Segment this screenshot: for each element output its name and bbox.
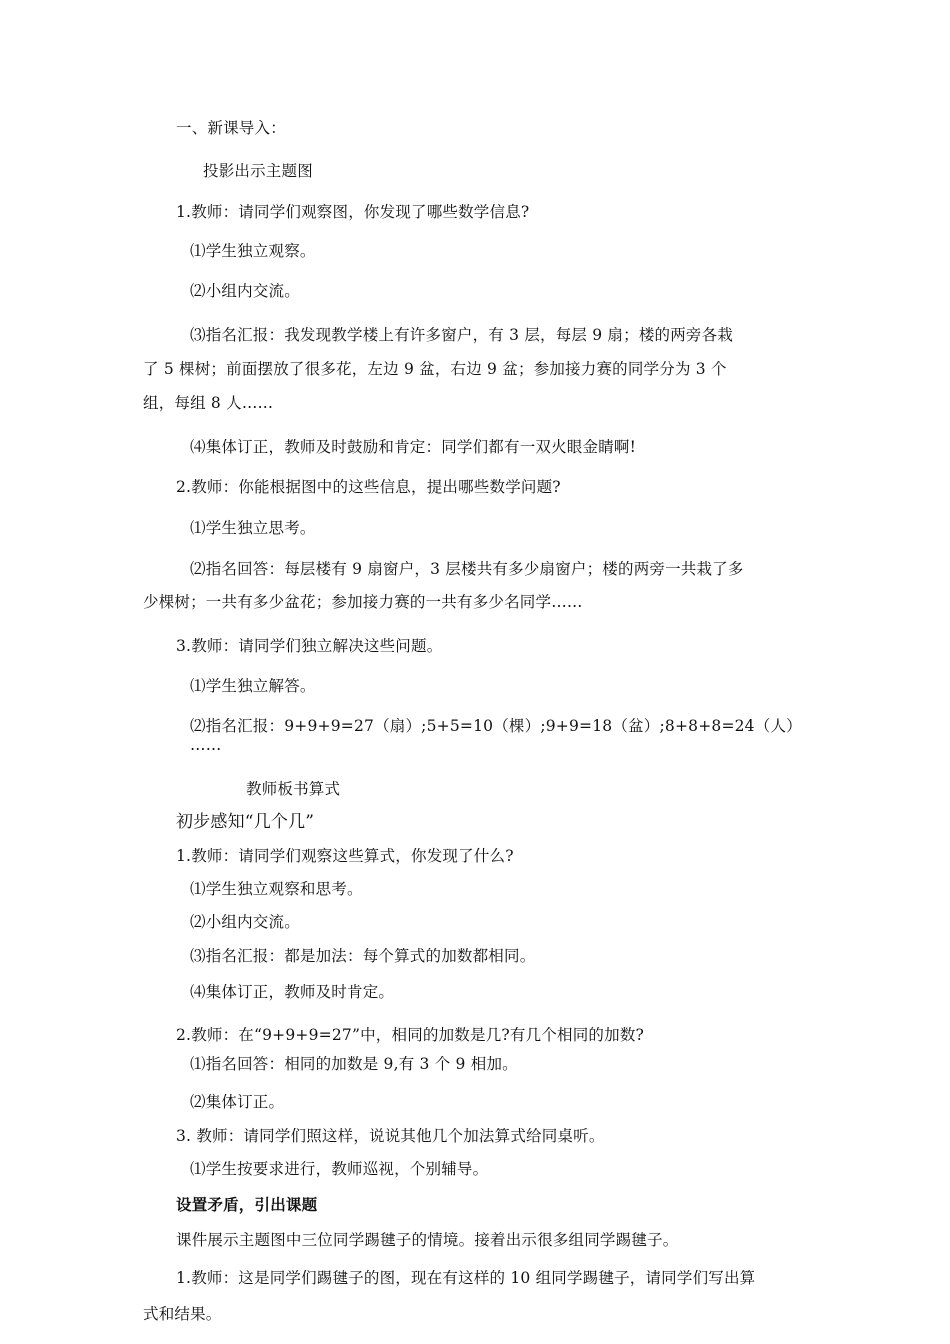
section-heading: 初步感知“几个几”: [176, 812, 315, 832]
section-heading: 一、新课导入：: [176, 119, 286, 137]
text-line: ⑷集体订正，教师及时鼓励和肯定：同学们都有一双火眼金睛啊!: [190, 438, 637, 456]
text-line: ⑴学生独立解答。: [190, 677, 316, 695]
text-line: ⑵小组内交流。: [190, 913, 300, 931]
text-line: 3. 教师：请同学们照这样，说说其他几个加法算式给同桌听。: [176, 1127, 605, 1145]
text-line: ⑷集体订正，教师及时肯定。: [190, 983, 395, 1001]
text-line: 课件展示主题图中三位同学踢毽子的情境。接着出示很多组同学踢毽子。: [176, 1231, 679, 1249]
text-line: 投影出示主题图: [203, 162, 313, 180]
text-line: 3.教师：请同学们独立解决这些问题。: [176, 637, 443, 655]
text-line: ……: [190, 736, 222, 754]
text-line: ⑴指名回答：相同的加数是 9,有 3 个 9 相加。: [190, 1055, 518, 1073]
text-line: ⑵指名回答：每层楼有 9 扇窗户，3 层楼共有多少扇窗户；楼的两旁一共栽了多: [190, 560, 744, 578]
text-line: ⑵小组内交流。: [190, 282, 300, 300]
text-line: 2.教师：你能根据图中的这些信息，提出哪些数学问题?: [176, 478, 561, 496]
text-line: ⑴学生独立思考。: [190, 519, 316, 537]
text-line: ⑴学生独立观察和思考。: [190, 880, 363, 898]
text-line: 了 5 棵树；前面摆放了很多花，左边 9 盆，右边 9 盆；参加接力赛的同学分为 3 个: [143, 360, 727, 378]
text-line: 少棵树；一共有多少盆花；参加接力赛的一共有多少名同学……: [143, 593, 583, 611]
text-line: 1.教师：这是同学们踢毽子的图，现在有这样的 10 组同学踢毽子，请同学们写出算: [176, 1269, 756, 1287]
text-line: 教师板书算式: [246, 780, 341, 798]
text-line: ⑴学生按要求进行，教师巡视，个别辅导。: [190, 1160, 489, 1178]
text-line: 2.教师：在“9+9+9=27”中，相同的加数是几?有几个相同的加数?: [176, 1026, 645, 1044]
text-line: ⑵指名汇报：9+9+9=27（扇）;5+5=10（棵）;9+9=18（盆）;8+8+8=24（人）: [190, 717, 802, 735]
text-line: 1.教师：请同学们观察图，你发现了哪些数学信息?: [176, 203, 530, 221]
text-line: 组，每组 8 人……: [143, 394, 274, 412]
text-line: 1.教师：请同学们观察这些算式，你发现了什么?: [176, 847, 514, 865]
text-line: ⑵集体订正。: [190, 1093, 285, 1111]
text-line: ⑶指名汇报：我发现教学楼上有许多窗户，有 3 层，每层 9 扇；楼的两旁各栽: [190, 326, 734, 344]
text-line: 式和结果。: [143, 1305, 222, 1323]
text-line: ⑴学生独立观察。: [190, 242, 316, 260]
text-line: ⑶指名汇报：都是加法：每个算式的加数都相同。: [190, 947, 536, 965]
section-heading: 设置矛盾，引出课题: [176, 1195, 318, 1214]
